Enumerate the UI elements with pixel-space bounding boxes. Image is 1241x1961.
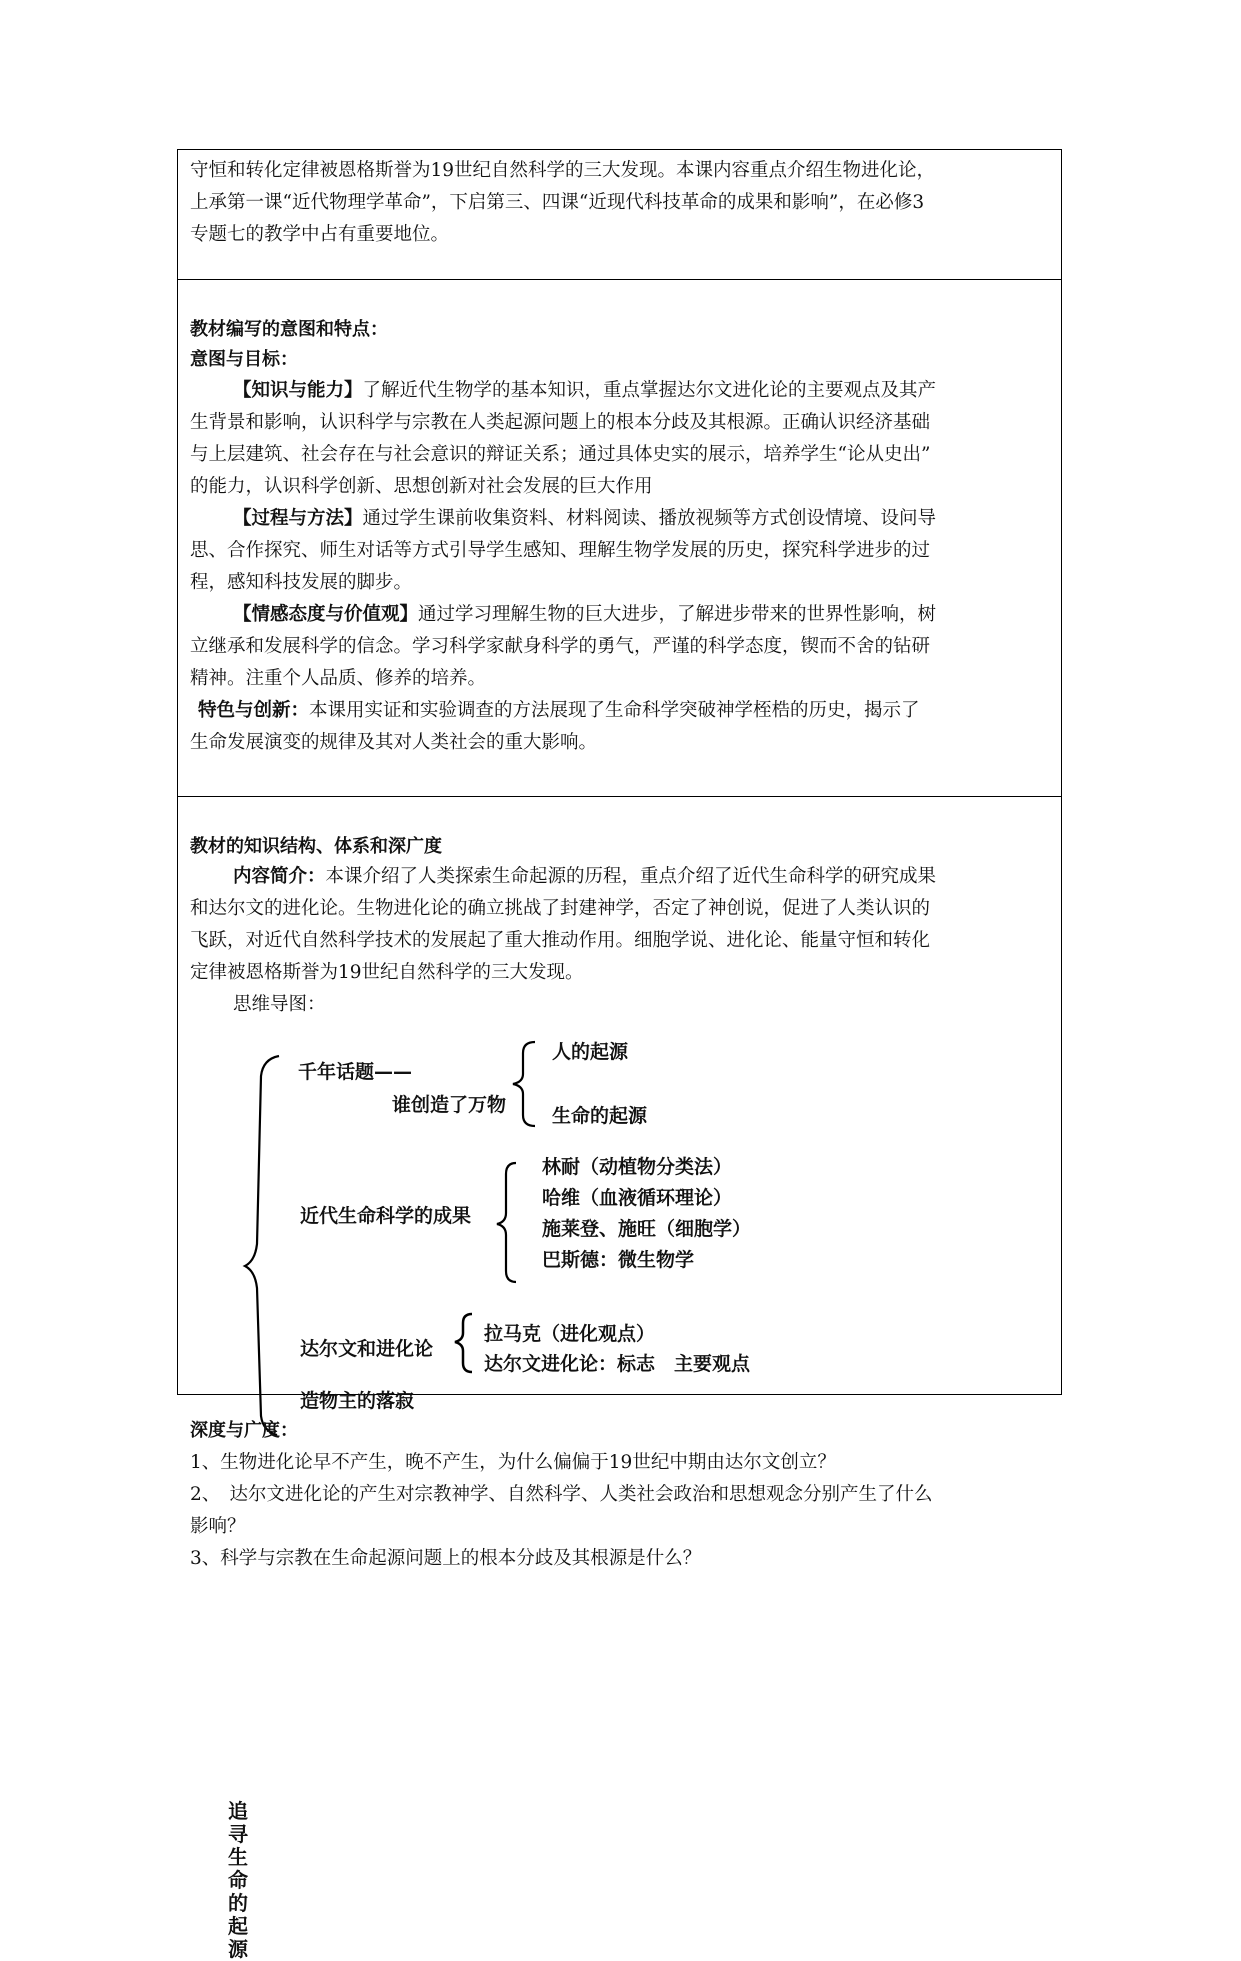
emotion-line-3: 精神。注重个人品质、修养的培养。	[190, 668, 487, 689]
lesson-table	[177, 149, 1062, 1961]
intent-heading: 教材编写的意图和特点：	[190, 319, 388, 340]
mindmap-label: 思维导图：	[233, 994, 326, 1015]
topic2-brace	[497, 1163, 516, 1282]
emotion-line-1: 【情感态度与价值观】通过学习理解生物的巨大进步，了解进步带来的世界性影响，树	[233, 604, 937, 625]
intro-line-3: 专题七的教学中占有重要地位。	[190, 224, 450, 245]
knowledge-label: 【知识与能力】	[233, 380, 363, 401]
topic4-title: 造物主的落寂	[300, 1390, 415, 1412]
question-3: 3、科学与宗教在生命起源问题上的根本分歧及其根源是什么？	[190, 1548, 702, 1569]
summary-line-4: 定律被恩格斯誉为19世纪自然科学的三大发现。	[190, 962, 584, 983]
intent-cell	[178, 280, 1061, 797]
knowledge-line-2: 生背景和影响，认识科学与宗教在人类起源问题上的根本分歧及其根源。正确认识经济基础	[190, 412, 931, 433]
intro-line-2: 上承第一课“近代物理学革命”，下启第三、四课“近现代科技革命的成果和影响”，在必修3	[190, 192, 925, 213]
topic3-child-2: 达尔文进化论：标志 主要观点	[484, 1353, 751, 1375]
topic3-brace	[455, 1314, 472, 1372]
summary-line-1: 内容简介：本课介绍了人类探索生命起源的历程，重点介绍了近代生命科学的研究成果	[233, 866, 937, 887]
feature-label: 特色与创新：	[198, 700, 310, 721]
process-label: 【过程与方法】	[233, 508, 363, 529]
process-line-3: 程，感知科技发展的脚步。	[190, 572, 413, 593]
question-2-line-2: 影响？	[190, 1516, 246, 1537]
feature-line-1: 特色与创新：本课用实证和实验调查的方法展现了生命科学突破神学桎梏的历史，揭示了	[198, 700, 920, 721]
knowledge-line-3: 与上层建筑、社会存在与社会意识的辩证关系；通过具体史实的展示，培养学生“论从史出”	[190, 444, 931, 465]
topic1-brace	[513, 1042, 535, 1126]
summary-line-3: 飞跃，对近代自然科学技术的发展起了重大推动作用。细胞学说、进化论、能量守恒和转化	[190, 930, 931, 951]
process-line-1: 【过程与方法】通过学生课前收集资料、材料阅读、播放视频等方式创设情境、设问导	[233, 508, 937, 529]
topic1-child-1: 人的起源	[552, 1041, 629, 1063]
knowledge-line-1: 【知识与能力】了解近代生物学的基本知识，重点掌握达尔文进化论的主要观点及其产	[233, 380, 937, 401]
main-brace	[245, 1056, 279, 1435]
structure-heading: 教材的知识结构、体系和深广度	[190, 836, 442, 857]
mindmap-root: 追 寻 生 命 的 起 源	[228, 1799, 248, 1961]
topic3-title: 达尔文和进化论	[300, 1338, 434, 1360]
knowledge-line-4: 的能力，认识科学创新、思想创新对社会发展的巨大作用	[190, 476, 653, 497]
intro-line-1: 守恒和转化定律被恩格斯誉为19世纪自然科学的三大发现。本课内容重点介绍生物进化论，	[190, 160, 936, 181]
question-2-line-1: 2、 达尔文进化论的产生对宗教神学、自然科学、人类社会政治和思想观念分别产生了什么	[190, 1484, 933, 1505]
process-line-2: 思、合作探究、师生对话等方式引导学生感知、理解生物学发展的历史，探究科学进步的过	[190, 540, 931, 561]
emotion-line-2: 立继承和发展科学的信念。学习科学家献身科学的勇气，严谨的科学态度，锲而不舍的钻研	[190, 636, 931, 657]
intent-subheading: 意图与目标：	[190, 349, 298, 370]
topic1-child-2: 生命的起源	[552, 1105, 648, 1127]
topic2-child-1: 林耐（动植物分类法）	[542, 1156, 733, 1178]
summary-label: 内容简介：	[233, 866, 326, 887]
topic3-child-1: 拉马克（进化观点）	[484, 1323, 656, 1345]
topic1-title: 千年话题——	[298, 1061, 413, 1083]
topic2-title: 近代生命科学的成果	[300, 1205, 472, 1227]
emotion-label: 【情感态度与价值观】	[233, 604, 419, 625]
topic2-child-3: 施莱登、施旺（细胞学）	[542, 1218, 752, 1240]
structure-cell	[178, 797, 1061, 1961]
topic1-subtitle: 谁创造了万物	[392, 1094, 507, 1116]
intro-cell	[178, 150, 1061, 280]
depth-label: 深度与广度：	[190, 1420, 298, 1441]
topic2-child-4: 巴斯德：微生物学	[542, 1249, 695, 1271]
topic2-child-2: 哈维（血液循环理论）	[542, 1187, 733, 1209]
summary-line-2: 和达尔文的进化论。生物进化论的确立挑战了封建神学，否定了神创说，促进了人类认识的	[190, 898, 931, 919]
question-1: 1、生物进化论早不产生，晚不产生，为什么偏偏于19世纪中期由达尔文创立？	[190, 1452, 836, 1473]
feature-line-2: 生命发展演变的规律及其对人类社会的重大影响。	[190, 732, 598, 753]
